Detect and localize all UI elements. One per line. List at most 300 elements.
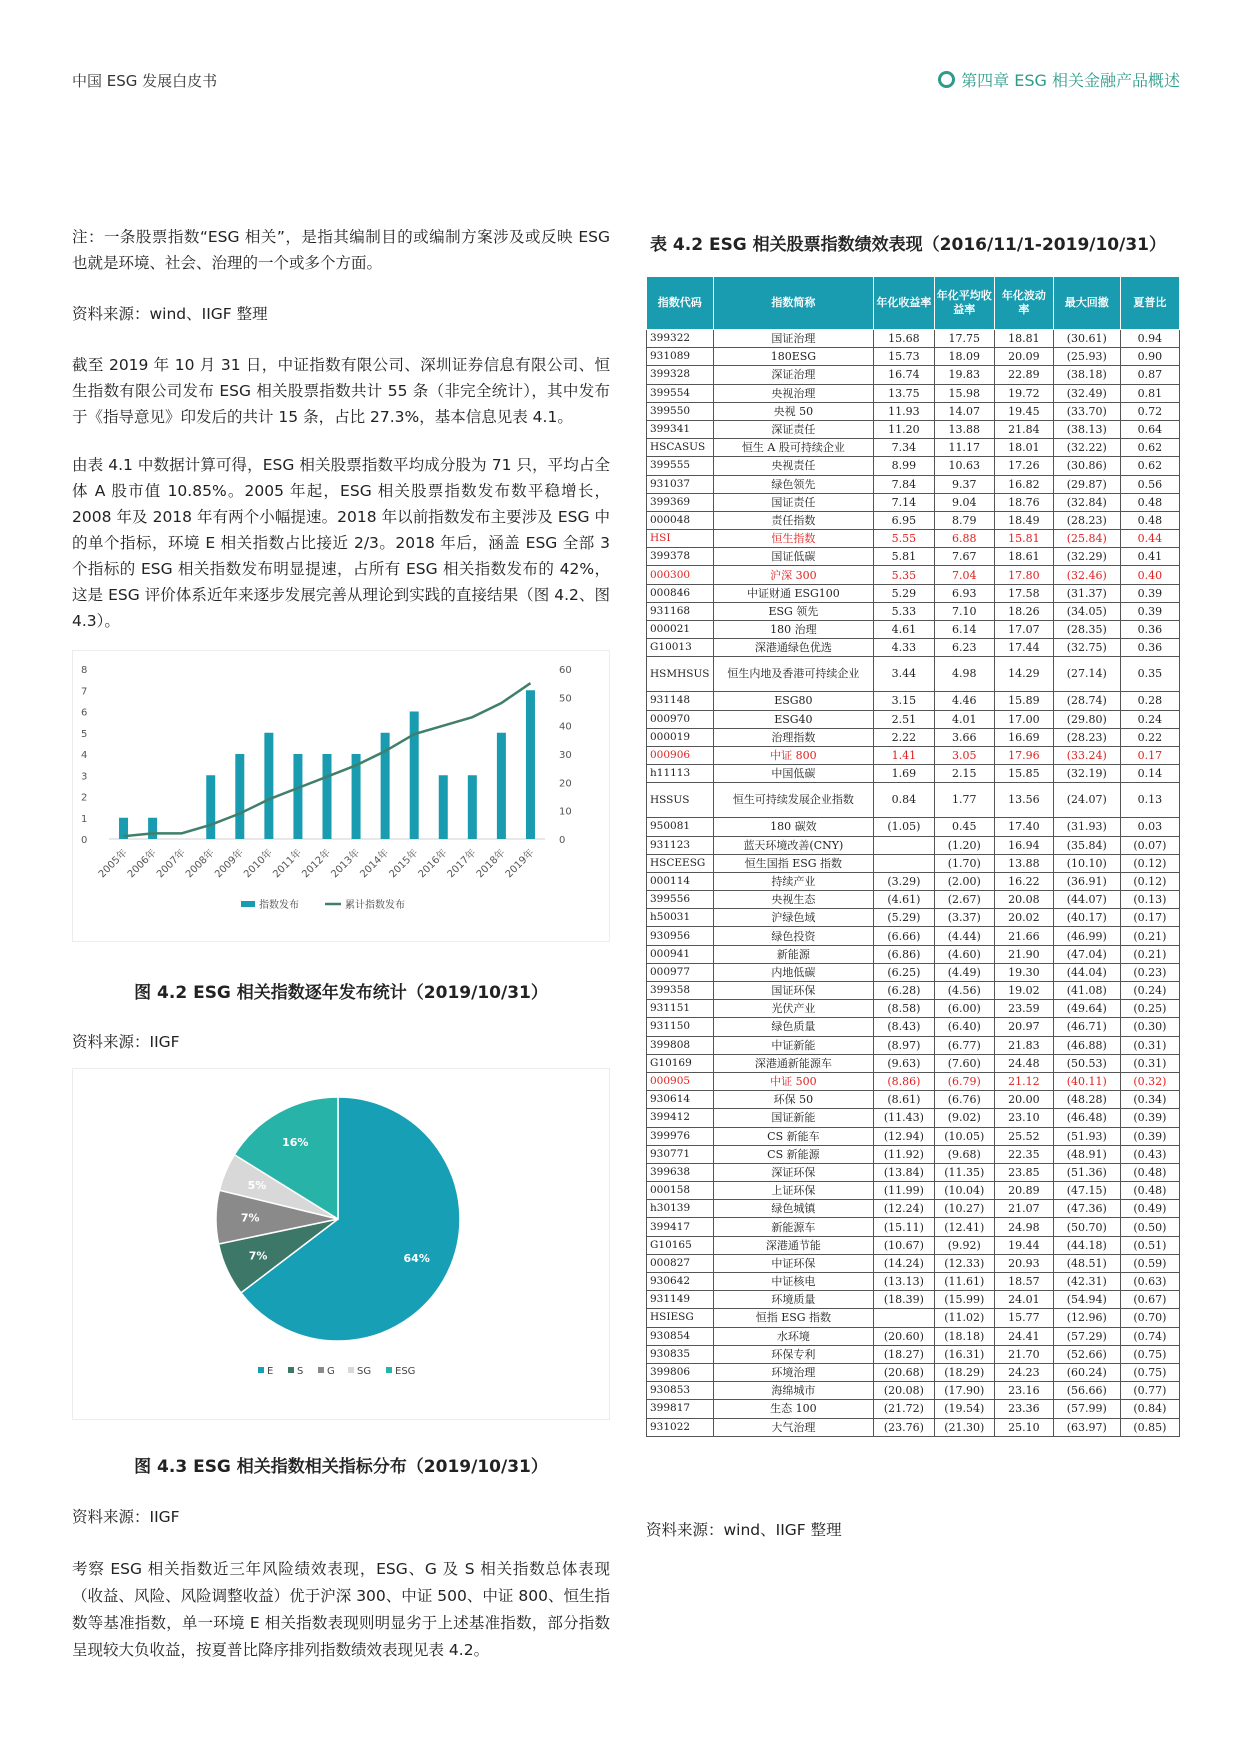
cell-volatility: 23.10 xyxy=(994,1109,1053,1127)
table-row xyxy=(647,982,1180,1000)
cell-sharpe: 0.36 xyxy=(1120,639,1179,657)
cell-sharpe: 0.40 xyxy=(1120,566,1179,584)
cell-avg-return: 9.37 xyxy=(934,475,994,493)
cell-max-drawdown: (46.88) xyxy=(1053,1036,1120,1054)
cell-sharpe: 0.64 xyxy=(1120,420,1179,438)
cell-annual-return: (18.27) xyxy=(874,1345,934,1363)
table-row xyxy=(647,746,1180,764)
cell-annual-return: (20.68) xyxy=(874,1363,934,1381)
cell-volatility: 22.89 xyxy=(994,366,1053,384)
table-row xyxy=(647,493,1180,511)
cell-name: 责任指数 xyxy=(713,511,874,529)
cell-code: 399378 xyxy=(647,548,714,566)
cell-max-drawdown: (48.51) xyxy=(1053,1254,1120,1272)
cell-annual-return: 13.75 xyxy=(874,384,934,402)
right-axis-tick: 40 xyxy=(559,721,572,733)
table-row xyxy=(647,945,1180,963)
cell-annual-return: 16.74 xyxy=(874,366,934,384)
cell-max-drawdown: (38.18) xyxy=(1053,366,1120,384)
cell-sharpe: (0.31) xyxy=(1120,1036,1179,1054)
cell-volatility: 17.07 xyxy=(994,621,1053,639)
cell-max-drawdown: (28.35) xyxy=(1053,621,1120,639)
cell-annual-return: (20.60) xyxy=(874,1327,934,1345)
cell-name: 持续产业 xyxy=(713,872,874,890)
cell-name: 绿色质量 xyxy=(713,1018,874,1036)
cell-code: 399358 xyxy=(647,982,714,1000)
cell-avg-return: (11.02) xyxy=(934,1309,994,1327)
cell-max-drawdown: (40.17) xyxy=(1053,909,1120,927)
cell-annual-return: (13.13) xyxy=(874,1273,934,1291)
cell-name: 180 碳效 xyxy=(713,818,874,836)
figure-4-2-title: 图 4.2 ESG 相关指数逐年发布统计（2019/10/31） xyxy=(134,983,548,1003)
cell-avg-return: (10.05) xyxy=(934,1127,994,1145)
cell-volatility: 20.02 xyxy=(994,909,1053,927)
cell-annual-return: (6.25) xyxy=(874,963,934,981)
cell-avg-return: (9.68) xyxy=(934,1145,994,1163)
x-axis-tick: 2014年 xyxy=(358,847,392,881)
cell-code: 399369 xyxy=(647,493,714,511)
cell-name: 中证环保 xyxy=(713,1254,874,1272)
cell-max-drawdown: (63.97) xyxy=(1053,1418,1120,1436)
cell-avg-return: (16.31) xyxy=(934,1345,994,1363)
left-axis-tick: 1 xyxy=(81,813,88,825)
table-row xyxy=(647,818,1180,836)
cell-annual-return: (4.61) xyxy=(874,891,934,909)
table-header-row xyxy=(647,277,1180,330)
cell-code: G10165 xyxy=(647,1236,714,1254)
cell-avg-return: (2.00) xyxy=(934,872,994,890)
legend-bar-label: 指数发布 xyxy=(259,900,299,911)
cell-annual-return: (15.11) xyxy=(874,1218,934,1236)
cell-code: 399417 xyxy=(647,1218,714,1236)
x-axis-tick: 2019年 xyxy=(503,847,537,881)
table-row xyxy=(647,1345,1180,1363)
cell-annual-return: (8.43) xyxy=(874,1018,934,1036)
cell-volatility: 19.45 xyxy=(994,402,1053,420)
cell-sharpe: (0.17) xyxy=(1120,909,1179,927)
cell-name: 生态 100 xyxy=(713,1400,874,1418)
cell-max-drawdown: (42.31) xyxy=(1053,1273,1120,1291)
cell-annual-return: (3.29) xyxy=(874,872,934,890)
cell-avg-return: 0.45 xyxy=(934,818,994,836)
table-row xyxy=(647,1273,1180,1291)
table-row xyxy=(647,420,1180,438)
table-row xyxy=(647,1218,1180,1236)
cell-volatility: 20.89 xyxy=(994,1182,1053,1200)
cell-avg-return: (1.20) xyxy=(934,836,994,854)
cell-sharpe: 0.03 xyxy=(1120,818,1179,836)
cell-max-drawdown: (25.84) xyxy=(1053,530,1120,548)
cell-avg-return: (11.61) xyxy=(934,1273,994,1291)
bar-line-chart-svg xyxy=(73,651,609,941)
cell-avg-return: (6.77) xyxy=(934,1036,994,1054)
cell-volatility: 15.81 xyxy=(994,530,1053,548)
cell-name: 恒生指数 xyxy=(713,530,874,548)
cell-code: 931148 xyxy=(647,692,714,710)
cell-code: 930853 xyxy=(647,1382,714,1400)
cell-sharpe: (0.21) xyxy=(1120,945,1179,963)
cell-avg-return: 3.05 xyxy=(934,746,994,764)
cell-max-drawdown: (54.94) xyxy=(1053,1291,1120,1309)
cell-max-drawdown: (32.49) xyxy=(1053,384,1120,402)
cell-volatility: 18.26 xyxy=(994,602,1053,620)
cell-sharpe: (0.84) xyxy=(1120,1400,1179,1418)
left-axis-tick: 4 xyxy=(81,750,88,761)
cell-max-drawdown: (36.91) xyxy=(1053,872,1120,890)
cell-volatility: 18.81 xyxy=(994,330,1053,348)
cell-name: 中证 800 xyxy=(713,746,874,764)
cell-max-drawdown: (47.04) xyxy=(1053,945,1120,963)
paragraph-3: 考察 ESG 相关指数近三年风险绩效表现，ESG、G 及 S 相关指数总体表现（收益、风险、风险调整收益）优于沪深 300、中证 500、中证 800、恒生指数等基准指数，单一环境 E 相关指数表现则明显劣于上述基准指数，部分指数呈现较大负收益，按夏普比降序排列指数绩效表现见表 4.2。 xyxy=(72,1560,610,1659)
cell-name: 深港通新能源车 xyxy=(713,1054,874,1072)
cell-volatility: 17.44 xyxy=(994,639,1053,657)
legend-swatch xyxy=(386,1367,392,1373)
cell-max-drawdown: (32.75) xyxy=(1053,639,1120,657)
cell-name: 新能源 xyxy=(713,945,874,963)
cell-annual-return: (18.39) xyxy=(874,1291,934,1309)
cell-avg-return: (7.60) xyxy=(934,1054,994,1072)
cell-code: 399550 xyxy=(647,402,714,420)
cell-annual-return: 2.22 xyxy=(874,728,934,746)
cell-avg-return: (6.40) xyxy=(934,1018,994,1036)
cell-annual-return: 4.33 xyxy=(874,639,934,657)
cell-sharpe: 0.87 xyxy=(1120,366,1179,384)
cell-volatility: 21.70 xyxy=(994,1345,1053,1363)
cell-name: 央视责任 xyxy=(713,457,874,475)
cell-avg-return: 3.66 xyxy=(934,728,994,746)
cell-sharpe: 0.14 xyxy=(1120,765,1179,783)
table-row xyxy=(647,1109,1180,1127)
cell-avg-return: 7.04 xyxy=(934,566,994,584)
cell-volatility: 18.01 xyxy=(994,439,1053,457)
paragraph-2: 由表 4.1 中数据计算可得，ESG 相关股票指数平均成分股为 71 只，平均占全体 A 股市值 10.85%。2005 年起，ESG 相关股票指数发布数平稳增长，2008 年及 2018 年有两个小幅提速。2018 年以前指数发布主要涉及 ESG 中的单个指标，环境 E 相关指数占比接近 2/3。2018 年后，涵盖 ESG 全部 3 个指标的 ESG 相关指数发布明显提速，占所有 ESG 相关指数发布的 42%，这是 ESG 评价体系近年来逐步发展完善从理论到实践的直接结果（图 4.2、图 4.3）。 xyxy=(72,456,610,630)
cell-volatility: 17.00 xyxy=(994,710,1053,728)
cell-code: 950081 xyxy=(647,818,714,836)
cell-annual-return: 2.51 xyxy=(874,710,934,728)
cell-sharpe: (0.30) xyxy=(1120,1018,1179,1036)
x-axis-tick: 2017年 xyxy=(445,847,479,881)
cell-sharpe: (0.07) xyxy=(1120,836,1179,854)
cell-avg-return: (4.49) xyxy=(934,963,994,981)
cell-sharpe: (0.32) xyxy=(1120,1072,1179,1090)
table-row xyxy=(647,439,1180,457)
cell-annual-return: (14.24) xyxy=(874,1254,934,1272)
cell-sharpe: (0.70) xyxy=(1120,1309,1179,1327)
table-row xyxy=(647,384,1180,402)
cell-code: HSSUS xyxy=(647,783,714,818)
x-axis-tick: 2016年 xyxy=(416,847,450,881)
table-row xyxy=(647,1327,1180,1345)
cell-avg-return: 1.77 xyxy=(934,783,994,818)
cell-name: 国证新能 xyxy=(713,1109,874,1127)
cell-annual-return: (23.76) xyxy=(874,1418,934,1436)
cell-code: 931022 xyxy=(647,1418,714,1436)
cell-annual-return: (9.63) xyxy=(874,1054,934,1072)
cell-max-drawdown: (34.05) xyxy=(1053,602,1120,620)
cell-volatility: 20.08 xyxy=(994,891,1053,909)
cell-volatility: 24.41 xyxy=(994,1327,1053,1345)
cell-name: 深证环保 xyxy=(713,1163,874,1181)
table-row xyxy=(647,457,1180,475)
cell-volatility: 16.22 xyxy=(994,872,1053,890)
legend-swatch xyxy=(318,1367,324,1373)
cell-volatility: 21.90 xyxy=(994,945,1053,963)
cell-sharpe: 0.81 xyxy=(1120,384,1179,402)
table-row xyxy=(647,692,1180,710)
cell-sharpe: 0.44 xyxy=(1120,530,1179,548)
cell-max-drawdown: (46.48) xyxy=(1053,1109,1120,1127)
cell-sharpe: (0.67) xyxy=(1120,1291,1179,1309)
x-axis-tick: 2007年 xyxy=(154,847,188,881)
cell-volatility: 15.89 xyxy=(994,692,1053,710)
cell-avg-return: 18.09 xyxy=(934,348,994,366)
pie-slice-label: 7% xyxy=(248,1249,268,1263)
cell-name: 绿色城镇 xyxy=(713,1200,874,1218)
bar xyxy=(323,754,332,839)
performance-table xyxy=(646,276,1180,1437)
cell-sharpe: (0.75) xyxy=(1120,1363,1179,1381)
cell-sharpe: 0.48 xyxy=(1120,511,1179,529)
cell-max-drawdown: (32.46) xyxy=(1053,566,1120,584)
table-row xyxy=(647,963,1180,981)
cell-annual-return: 1.41 xyxy=(874,746,934,764)
cell-annual-return: (13.84) xyxy=(874,1163,934,1181)
cell-sharpe: 0.39 xyxy=(1120,602,1179,620)
table-row xyxy=(647,366,1180,384)
cell-volatility: 24.48 xyxy=(994,1054,1053,1072)
cell-max-drawdown: (27.14) xyxy=(1053,657,1120,692)
cell-avg-return: 11.17 xyxy=(934,439,994,457)
cell-volatility: 20.00 xyxy=(994,1091,1053,1109)
cell-code: 000970 xyxy=(647,710,714,728)
cell-volatility: 15.85 xyxy=(994,765,1053,783)
cell-sharpe: (0.43) xyxy=(1120,1145,1179,1163)
cell-volatility: 17.80 xyxy=(994,566,1053,584)
cell-max-drawdown: (28.74) xyxy=(1053,692,1120,710)
cell-avg-return: (4.44) xyxy=(934,927,994,945)
cell-code: 399806 xyxy=(647,1363,714,1381)
left-axis-tick: 0 xyxy=(81,835,88,846)
cell-name: 上证环保 xyxy=(713,1182,874,1200)
x-axis-tick: 2006年 xyxy=(125,847,159,881)
cell-annual-return: (21.72) xyxy=(874,1400,934,1418)
cell-avg-return: (10.04) xyxy=(934,1182,994,1200)
cell-code: 000021 xyxy=(647,621,714,639)
cell-avg-return: 4.01 xyxy=(934,710,994,728)
cell-max-drawdown: (12.96) xyxy=(1053,1309,1120,1327)
cell-volatility: 18.76 xyxy=(994,493,1053,511)
cell-name: ESG 领先 xyxy=(713,602,874,620)
header-code: 指数代码 xyxy=(647,277,714,330)
cell-annual-return: 15.68 xyxy=(874,330,934,348)
table-row xyxy=(647,1018,1180,1036)
cell-avg-return: 6.88 xyxy=(934,530,994,548)
bar xyxy=(497,733,506,839)
cell-name: 中国低碳 xyxy=(713,765,874,783)
table-row xyxy=(647,402,1180,420)
cell-avg-return: (12.41) xyxy=(934,1218,994,1236)
cell-name: 180ESG xyxy=(713,348,874,366)
cell-max-drawdown: (48.28) xyxy=(1053,1091,1120,1109)
table-row xyxy=(647,783,1180,818)
figure-4-3-chart xyxy=(72,1068,610,1420)
cell-code: 000827 xyxy=(647,1254,714,1272)
bar xyxy=(439,775,448,839)
cell-code: 399556 xyxy=(647,891,714,909)
cell-sharpe: (0.77) xyxy=(1120,1382,1179,1400)
cell-name: 中证财通 ESG100 xyxy=(713,584,874,602)
cell-volatility: 25.10 xyxy=(994,1418,1053,1436)
cell-volatility: 25.52 xyxy=(994,1127,1053,1145)
legend-label: G xyxy=(327,1366,335,1377)
cell-name: 深港通绿色优选 xyxy=(713,639,874,657)
cell-sharpe: 0.41 xyxy=(1120,548,1179,566)
cell-volatility: 15.77 xyxy=(994,1309,1053,1327)
cell-volatility: 20.93 xyxy=(994,1254,1053,1272)
table-row xyxy=(647,710,1180,728)
cell-sharpe: 0.22 xyxy=(1120,728,1179,746)
cell-sharpe: 0.24 xyxy=(1120,710,1179,728)
table-row xyxy=(647,1163,1180,1181)
cell-avg-return: (9.92) xyxy=(934,1236,994,1254)
cell-sharpe: 0.48 xyxy=(1120,493,1179,511)
table-row xyxy=(647,1182,1180,1200)
cell-code: HSCEESG xyxy=(647,854,714,872)
cell-max-drawdown: (51.93) xyxy=(1053,1127,1120,1145)
cell-name: 内地低碳 xyxy=(713,963,874,981)
cell-volatility: 18.57 xyxy=(994,1273,1053,1291)
cell-avg-return: (6.00) xyxy=(934,1000,994,1018)
cell-max-drawdown: (32.84) xyxy=(1053,493,1120,511)
legend-swatch xyxy=(348,1367,354,1373)
cell-avg-return: (9.02) xyxy=(934,1109,994,1127)
cell-sharpe: 0.36 xyxy=(1120,621,1179,639)
cell-code: 399322 xyxy=(647,330,714,348)
cell-sharpe: (0.48) xyxy=(1120,1182,1179,1200)
cell-avg-return: 14.07 xyxy=(934,402,994,420)
cell-code: 399554 xyxy=(647,384,714,402)
cell-code: 399808 xyxy=(647,1036,714,1054)
cell-volatility: 17.58 xyxy=(994,584,1053,602)
pie-slice-label: 64% xyxy=(403,1252,430,1266)
table-row xyxy=(647,475,1180,493)
cell-volatility: 23.36 xyxy=(994,1400,1053,1418)
cell-max-drawdown: (28.23) xyxy=(1053,511,1120,529)
cell-sharpe: (0.34) xyxy=(1120,1091,1179,1109)
cell-volatility: 19.72 xyxy=(994,384,1053,402)
bar xyxy=(148,818,157,839)
cell-sharpe: (0.12) xyxy=(1120,872,1179,890)
cell-avg-return: 2.15 xyxy=(934,765,994,783)
cell-code: 000300 xyxy=(647,566,714,584)
cell-annual-return: 8.99 xyxy=(874,457,934,475)
cell-code: 930835 xyxy=(647,1345,714,1363)
table-row xyxy=(647,909,1180,927)
cell-sharpe: 0.13 xyxy=(1120,783,1179,818)
cell-volatility: 14.29 xyxy=(994,657,1053,692)
cell-name: 新能源车 xyxy=(713,1218,874,1236)
table-row xyxy=(647,927,1180,945)
paragraph-1: 截至 2019 年 10 月 31 日，中证指数有限公司、深圳证券信息有限公司、恒生指数有限公司发布 ESG 相关股票指数共计 55 条（非完全统计），其中发布于《指导意见》印发后的共计 15 条，占比 27.3%，基本信息见表 4.1。 xyxy=(72,356,610,426)
cell-max-drawdown: (47.36) xyxy=(1053,1200,1120,1218)
table-row xyxy=(647,330,1180,348)
cell-avg-return: (10.27) xyxy=(934,1200,994,1218)
header-left: 中国 ESG 发展白皮书 xyxy=(72,72,218,90)
cell-sharpe: (0.13) xyxy=(1120,891,1179,909)
cell-name: 光伏产业 xyxy=(713,1000,874,1018)
cell-annual-return: (10.67) xyxy=(874,1236,934,1254)
cell-sharpe: 0.72 xyxy=(1120,402,1179,420)
cell-volatility: 21.66 xyxy=(994,927,1053,945)
cell-max-drawdown: (29.80) xyxy=(1053,710,1120,728)
cell-code: HSCASUS xyxy=(647,439,714,457)
bar xyxy=(206,775,215,839)
cell-max-drawdown: (46.71) xyxy=(1053,1018,1120,1036)
cell-code: 000019 xyxy=(647,728,714,746)
cell-volatility: 16.94 xyxy=(994,836,1053,854)
bar xyxy=(293,754,302,839)
cell-name: 恒生 A 股可持续企业 xyxy=(713,439,874,457)
cell-avg-return: (12.33) xyxy=(934,1254,994,1272)
cell-name: 恒生可持续发展企业指数 xyxy=(713,783,874,818)
cell-name: 国证环保 xyxy=(713,982,874,1000)
table-row xyxy=(647,1000,1180,1018)
legend-label: SG xyxy=(357,1366,372,1377)
cell-annual-return: 5.29 xyxy=(874,584,934,602)
cell-volatility: 18.49 xyxy=(994,511,1053,529)
cell-name: 环境质量 xyxy=(713,1291,874,1309)
cell-max-drawdown: (31.93) xyxy=(1053,818,1120,836)
cell-annual-return: (5.29) xyxy=(874,909,934,927)
cell-sharpe: (0.39) xyxy=(1120,1127,1179,1145)
cell-sharpe: 0.90 xyxy=(1120,348,1179,366)
table-4-2-title: 表 4.2 ESG 相关股票指数绩效表现（2016/11/1-2019/10/31） xyxy=(650,235,1167,255)
cell-sharpe: 0.28 xyxy=(1120,692,1179,710)
x-axis-tick: 2018年 xyxy=(474,847,508,881)
x-axis-tick: 2009年 xyxy=(213,847,246,881)
table-row xyxy=(647,1309,1180,1327)
cell-annual-return: (1.05) xyxy=(874,818,934,836)
cell-volatility: 19.30 xyxy=(994,963,1053,981)
cell-avg-return: 7.10 xyxy=(934,602,994,620)
cell-name: 中证新能 xyxy=(713,1036,874,1054)
cell-code: 931037 xyxy=(647,475,714,493)
cell-volatility: 18.61 xyxy=(994,548,1053,566)
left-axis-tick: 3 xyxy=(81,771,88,783)
cell-code: 399412 xyxy=(647,1109,714,1127)
table-row xyxy=(647,621,1180,639)
cell-avg-return: 8.79 xyxy=(934,511,994,529)
cell-annual-return: 4.61 xyxy=(874,621,934,639)
cell-code: 931168 xyxy=(647,602,714,620)
cell-name: 水环境 xyxy=(713,1327,874,1345)
bar xyxy=(264,733,273,839)
cell-code: G10169 xyxy=(647,1054,714,1072)
left-axis-tick: 7 xyxy=(81,686,88,698)
cell-max-drawdown: (44.07) xyxy=(1053,891,1120,909)
right-axis-tick: 50 xyxy=(559,693,572,705)
figure-4-3-title: 图 4.3 ESG 相关指数相关指标分布（2019/10/31） xyxy=(134,1457,548,1477)
cell-code: 931089 xyxy=(647,348,714,366)
cell-avg-return: (18.18) xyxy=(934,1327,994,1345)
cell-annual-return: 5.35 xyxy=(874,566,934,584)
cell-sharpe: (0.50) xyxy=(1120,1218,1179,1236)
cell-sharpe: 0.39 xyxy=(1120,584,1179,602)
x-axis-tick: 2010年 xyxy=(242,847,275,881)
table-row xyxy=(647,765,1180,783)
left-axis-tick: 2 xyxy=(81,792,88,804)
cell-sharpe: (0.51) xyxy=(1120,1236,1179,1254)
